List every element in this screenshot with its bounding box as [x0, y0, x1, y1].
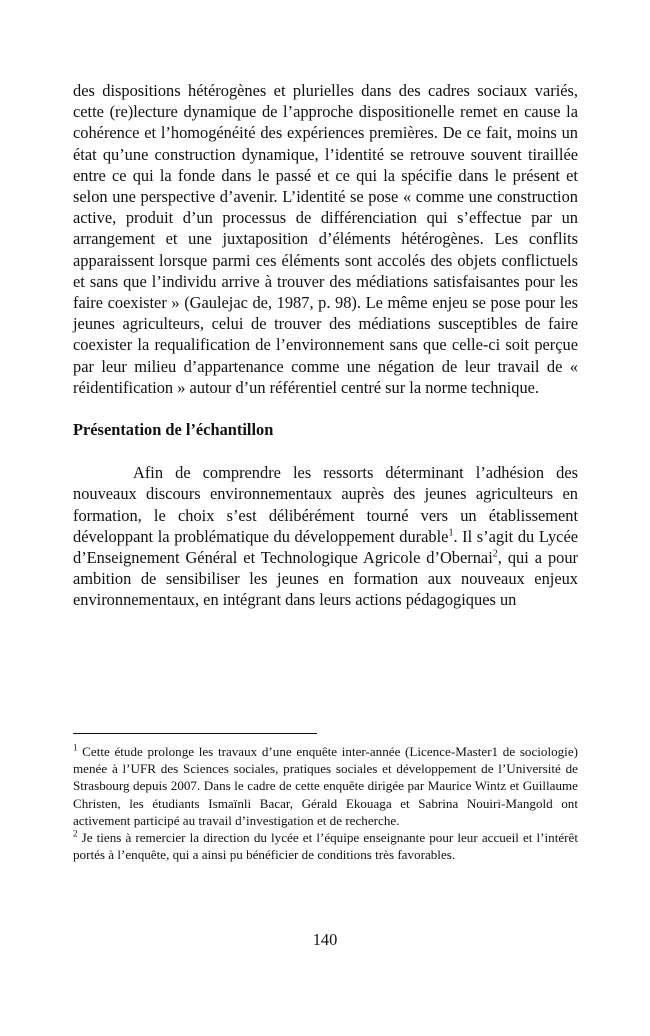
footnote-1-text: Cette étude prolonge les travaux d’une enquête inter-année (Licence-Master1 de sociologie) menée à l’UFR des Sciences sociales, pratiques sociales et développement de l’Université de Strasbourg depuis 2007. Dans le cadre de cette enquête dirigée par Maurice Wintz et Guillaume Christen, les étudiants Ismaïnli Bacar, Gérald Ekouaga et Sabrina Nouiri-Mangold ont activement participé au travail d’investigation et de recherche.	[73, 744, 578, 828]
footnote-2-marker: 2	[73, 828, 78, 839]
body-paragraph-1: des dispositions hétérogènes et plurielles dans des cadres sociaux variés, cette (re)lecture dynamique de l’approche dispositionelle remet en cause la cohérence et l’homogénéité des expériences premières. De ce fait, moins un état qu’une construction dynamique, l’identité se retrouve souvent tiraillée entre ce qui la fonde dans le passé et ce qui la spécifie dans le présent et selon une perspective d’avenir. L’identité se pose « comme une construction active, produit d’un processus de différenciation qui s’effectue par un arrangement et une juxtaposition d’éléments hétérogènes. Les conflits apparaissent lorsque parmi ces éléments sont accolés des objets conflictuels et sans que l’individu arrive à trouver des médiations satisfaisantes pour les faire coexister » (Gaulejac de, 1987, p. 98). Le même enjeu se pose pour les jeunes agriculteurs, celui de trouver des médiations susceptibles de faire coexister la requalification de l’environnement sans que celle-ci soit perçue par leur milieu d’appartenance comme une négation de leur travail de « réidentification » autour d’un référentiel centré sur la norme technique.	[73, 81, 578, 397]
paragraph-2-text-part-2: . Il s’agit du Lycée d’Enseignement Général et Technologique Agricole d’Obernai	[73, 526, 579, 568]
footnote-ref-1[interactable]: 1	[448, 527, 454, 539]
section-heading: Présentation de l’échantillon	[73, 420, 274, 440]
footnotes	[73, 743, 578, 863]
footnote-1-marker: 1	[73, 742, 78, 753]
body-paragraph-2	[73, 462, 578, 610]
footnote-2	[73, 829, 578, 863]
footnote-separator	[73, 733, 317, 734]
page-body	[73, 80, 578, 611]
paragraph-2-text-part-3: , qui a pour ambition de sensibiliser les jeunes en formation aux nouveaux enjeux environnementaux, en intégrant dans leurs actions pédagogiques un	[73, 548, 579, 610]
footnote-2-text: Je tiens à remercier la direction du lycée et l’équipe enseignante pour leur accueil et l’intérêt portés à l’enquête, qui a ainsi pu bénéficier de conditions très favorables.	[73, 830, 578, 863]
footnote-ref-2[interactable]: 2	[492, 548, 498, 560]
footnote-1	[73, 743, 578, 829]
paragraph-2-text-part-1: Afin de comprendre les ressorts déterminant l’adhésion des nouveaux discours environnementaux auprès des jeunes agriculteurs en formation, le choix s’est délibérément tourné vers un établissement développant la problématique du développement durable	[73, 463, 578, 546]
page-number: 140	[312, 930, 338, 949]
